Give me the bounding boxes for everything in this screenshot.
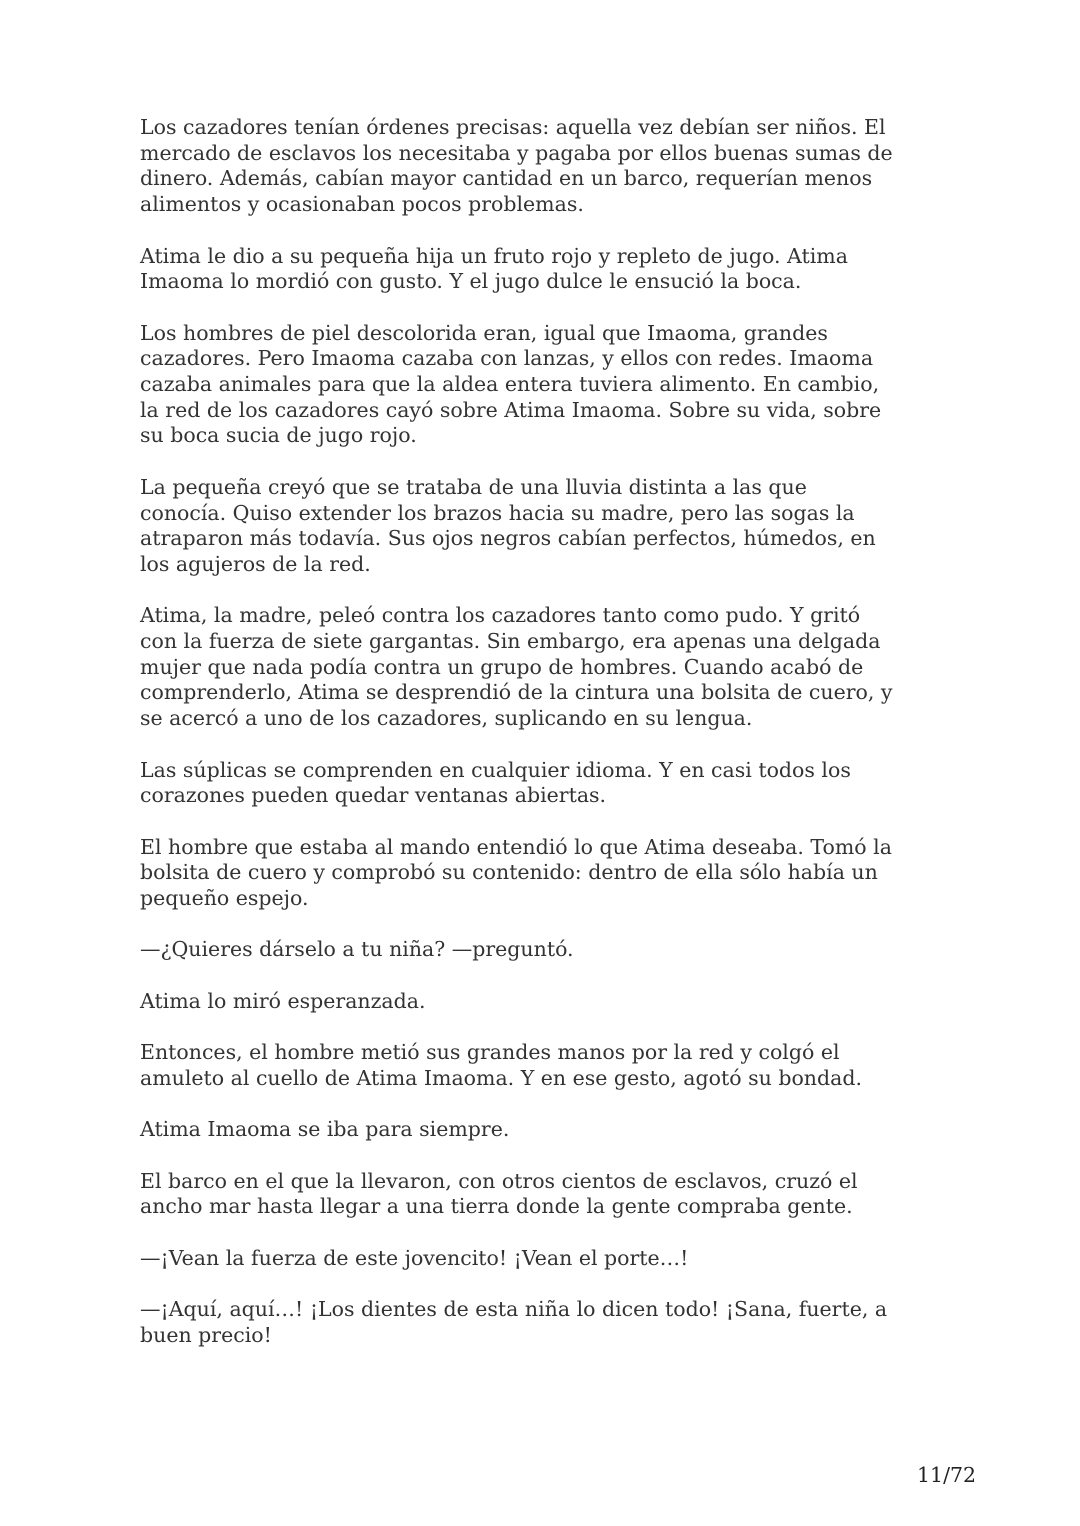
text-line: con la fuerza de siete gargantas. Sin embargo, era apenas una delgada <box>140 629 881 653</box>
text-line: Entonces, el hombre metió sus grandes manos por la red y colgó el <box>140 1040 840 1065</box>
paragraph <box>140 244 960 295</box>
text-line: la red de los cazadores cayó sobre Atima Imaoma. Sobre su vida, sobre <box>140 397 882 422</box>
text-line: dinero. Además, cabían mayor cantidad en un barco, requerían menos <box>140 166 873 191</box>
text-line: su boca sucia de jugo rojo. <box>140 423 417 448</box>
text-line: Los cazadores tenían órdenes precisas: aquella vez debían ser niños. El <box>140 115 886 139</box>
text-line: Atima, la madre, peleó contra los cazadores tanto como pudo. Y gritó <box>140 603 861 628</box>
page-body-text <box>140 115 960 1374</box>
dialogue-paragraph <box>140 1246 960 1272</box>
paragraph <box>140 835 960 912</box>
text-line: se acercó a uno de los cazadores, suplicando en su lengua. <box>140 706 753 731</box>
paragraph <box>140 321 960 450</box>
paragraph <box>140 1117 960 1143</box>
text-line: comprenderlo, Atima se desprendió de la cintura una bolsita de cuero, y <box>140 680 893 705</box>
text-line: —¡Aquí, aquí…! ¡Los dientes de esta niña lo dicen todo! ¡Sana, fuerte, a <box>140 1297 888 1322</box>
paragraph <box>140 475 960 578</box>
text-line: ancho mar hasta llegar a una tierra donde la gente compraba gente. <box>140 1194 853 1219</box>
paragraph <box>140 603 960 732</box>
text-line: atraparon más todavía. Sus ojos negros cabían perfectos, húmedos, en <box>140 526 876 551</box>
text-line: pequeño espejo. <box>140 886 309 910</box>
paragraph <box>140 1040 960 1091</box>
text-line: cazadores. Pero Imaoma cazaba con lanzas, y ellos con redes. Imaoma <box>140 346 874 371</box>
text-line: mercado de esclavos los necesitaba y pagaba por ellos buenas sumas de <box>140 140 893 165</box>
text-line: corazones pueden quedar ventanas abiertas. <box>140 783 607 808</box>
text-line: alimentos y ocasionaban pocos problemas. <box>140 192 584 217</box>
text-line: los agujeros de la red. <box>140 551 371 576</box>
text-line: bolsita de cuero y comprobó su contenido: dentro de ella sólo había un <box>140 860 878 885</box>
text-line: Atima lo miró esperanzada. <box>140 988 426 1013</box>
paragraph <box>140 989 960 1015</box>
text-line: Atima Imaoma se iba para siempre. <box>140 1117 510 1142</box>
text-line: conocía. Quiso extender los brazos hacia su madre, pero las sogas la <box>140 500 855 525</box>
paragraph <box>140 115 960 218</box>
text-line: Atima le dio a su pequeña hija un fruto rojo y repleto de jugo. Atima <box>140 243 848 268</box>
text-line: Los hombres de piel descolorida eran, igual que Imaoma, grandes <box>140 320 828 345</box>
text-line: Imaoma lo mordió con gusto. Y el jugo dulce le ensució la boca. <box>140 269 802 294</box>
text-line: —¿Quieres dárselo a tu niña? —preguntó. <box>140 937 574 962</box>
text-line: cazaba animales para que la aldea entera tuviera alimento. En cambio, <box>140 372 880 396</box>
text-line: —¡Vean la fuerza de este jovencito! ¡Vean el porte…! <box>140 1245 689 1270</box>
text-line: mujer que nada podía contra un grupo de hombres. Cuando acabó de <box>140 654 864 679</box>
text-line: El barco en el que la llevaron, con otros cientos de esclavos, cruzó el <box>140 1168 858 1193</box>
text-line: Las súplicas se comprenden en cualquier idioma. Y en casi todos los <box>140 757 851 782</box>
paragraph <box>140 1169 960 1220</box>
text-line: amuleto al cuello de Atima Imaoma. Y en ese gesto, agotó su bondad. <box>140 1065 862 1090</box>
text-line: buen precio! <box>140 1322 272 1347</box>
text-line: La pequeña creyó que se trataba de una lluvia distinta a las que <box>140 474 807 499</box>
text-line: El hombre que estaba al mando entendió lo que Atima deseaba. Tomó la <box>140 834 892 859</box>
dialogue-paragraph <box>140 937 960 963</box>
page-number: 11/72 <box>917 1463 977 1487</box>
dialogue-paragraph <box>140 1297 960 1348</box>
paragraph <box>140 758 960 809</box>
